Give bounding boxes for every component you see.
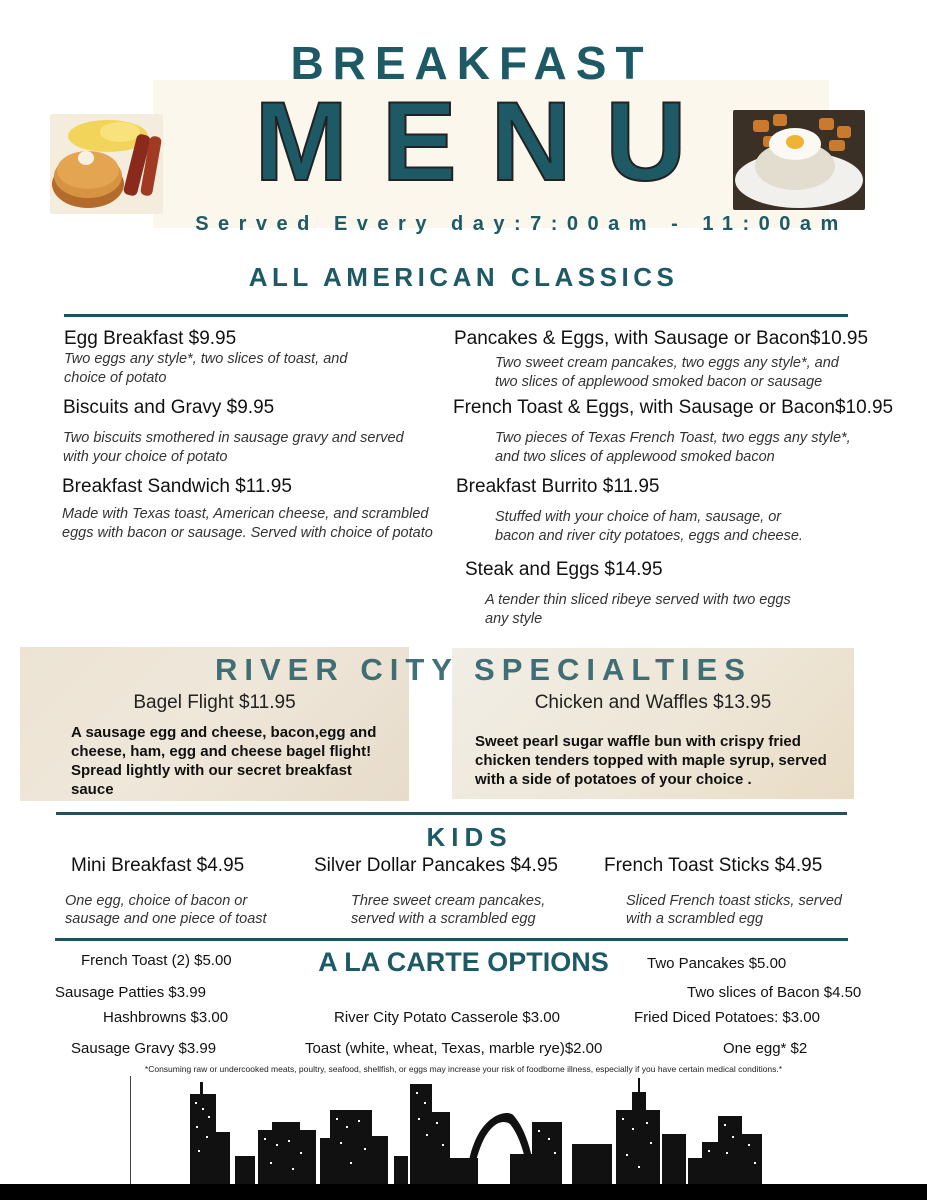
footer-bar [0,1184,927,1200]
kids-item-desc: Sliced French toast sticks, served with a scrambled egg [626,893,842,927]
section-divider [64,314,848,317]
city-skyline-icon [180,1072,770,1184]
menu-item-desc: Two eggs any style*, two slices of toast, and choice of potato [64,351,348,386]
carte-item: One egg* $2 [723,1040,808,1057]
served-hours: Served Every day:7:00am - 11:00am [195,213,848,235]
section-title-specialties: RIVER CITY SPECIALTIES [215,652,752,687]
menu-item-desc: Two pieces of Texas French Toast, two eggs any style*, and two slices of applewood smoked bacon [495,430,851,465]
specialty-desc: Sweet pearl sugar waffle bun with crispy fried chicken tenders topped with maple syrup, served with a side of potatoes of your choice . [475,733,827,788]
section-title-classics: ALL AMERICAN CLASSICS [248,262,679,292]
specialty-desc: A sausage egg and cheese, bacon,egg and cheese, ham, egg and cheese bagel flight! Spread lightly with our secret breakfast sauce [71,724,377,798]
carte-item: Two Pancakes $5.00 [647,955,787,972]
menu-item-desc: Two biscuits smothered in sausage gravy and served with your choice of potato [63,430,404,465]
kids-item-desc: Three sweet cream pancakes, served with a scrambled egg [351,893,546,927]
carte-item: Sausage Gravy $3.99 [71,1040,217,1057]
menu-item-name: Egg Breakfast $9.95 [64,328,237,349]
kids-item-name: Silver Dollar Pancakes $4.95 [314,855,558,876]
divider-line [130,1076,131,1184]
menu-item-desc: Made with Texas toast, American cheese, and scrambled eggs with bacon or sausage. Served with choice of potato [62,506,433,541]
section-title-carte: A LA CARTE OPTIONS [318,947,609,977]
menu-title-main: MENU [254,79,721,204]
carte-item: Hashbrowns $3.00 [103,1009,229,1026]
carte-item: River City Potato Casserole $3.00 [334,1009,560,1026]
kids-item-desc: One egg, choice of bacon or sausage and one piece of toast [65,893,267,927]
menu-item-desc: A tender thin sliced ribeye served with two eggs any style [485,592,791,627]
specialty-name: Chicken and Waffles $13.95 [534,692,772,713]
menu-item-name: Steak and Eggs $14.95 [465,559,663,580]
carte-item: Toast (white, wheat, Texas, marble rye)$2.00 [305,1040,603,1057]
carte-item: Two slices of Bacon $4.50 [687,984,862,1001]
menu-title-top: BREAKFAST [290,37,653,89]
section-title-kids: KIDS [426,822,513,852]
kids-item-name: French Toast Sticks $4.95 [604,855,823,876]
menu-item-name: Biscuits and Gravy $9.95 [63,397,275,418]
menu-item-desc: Stuffed with your choice of ham, sausage, or bacon and river city potatoes, eggs and cheese. [495,509,803,544]
section-divider [55,938,848,941]
carte-item: Fried Diced Potatoes: $3.00 [634,1009,820,1026]
specialty-name: Bagel Flight $11.95 [133,692,296,713]
menu-item-desc: Two sweet cream pancakes, two eggs any style*, and two slices of applewood smoked bacon or sausage [495,355,839,390]
section-divider [56,812,847,815]
carte-item: Sausage Patties $3.99 [55,984,206,1001]
menu-item-name: Pancakes & Eggs, with Sausage or Bacon$10.95 [454,328,869,349]
menu-item-name: Breakfast Burrito $11.95 [456,476,660,497]
disclaimer: *Consuming raw or undercooked meats, poultry, seafood, shellfish, or eggs may increase your risk of foodborne illness, especially if you have certain medical conditions.* [144,1064,783,1074]
menu-item-name: French Toast & Eggs, with Sausage or Bacon$10.95 [453,397,894,418]
menu-item-name: Breakfast Sandwich $11.95 [62,476,292,497]
carte-item: French Toast (2) $5.00 [81,952,232,969]
kids-item-name: Mini Breakfast $4.95 [71,855,245,876]
